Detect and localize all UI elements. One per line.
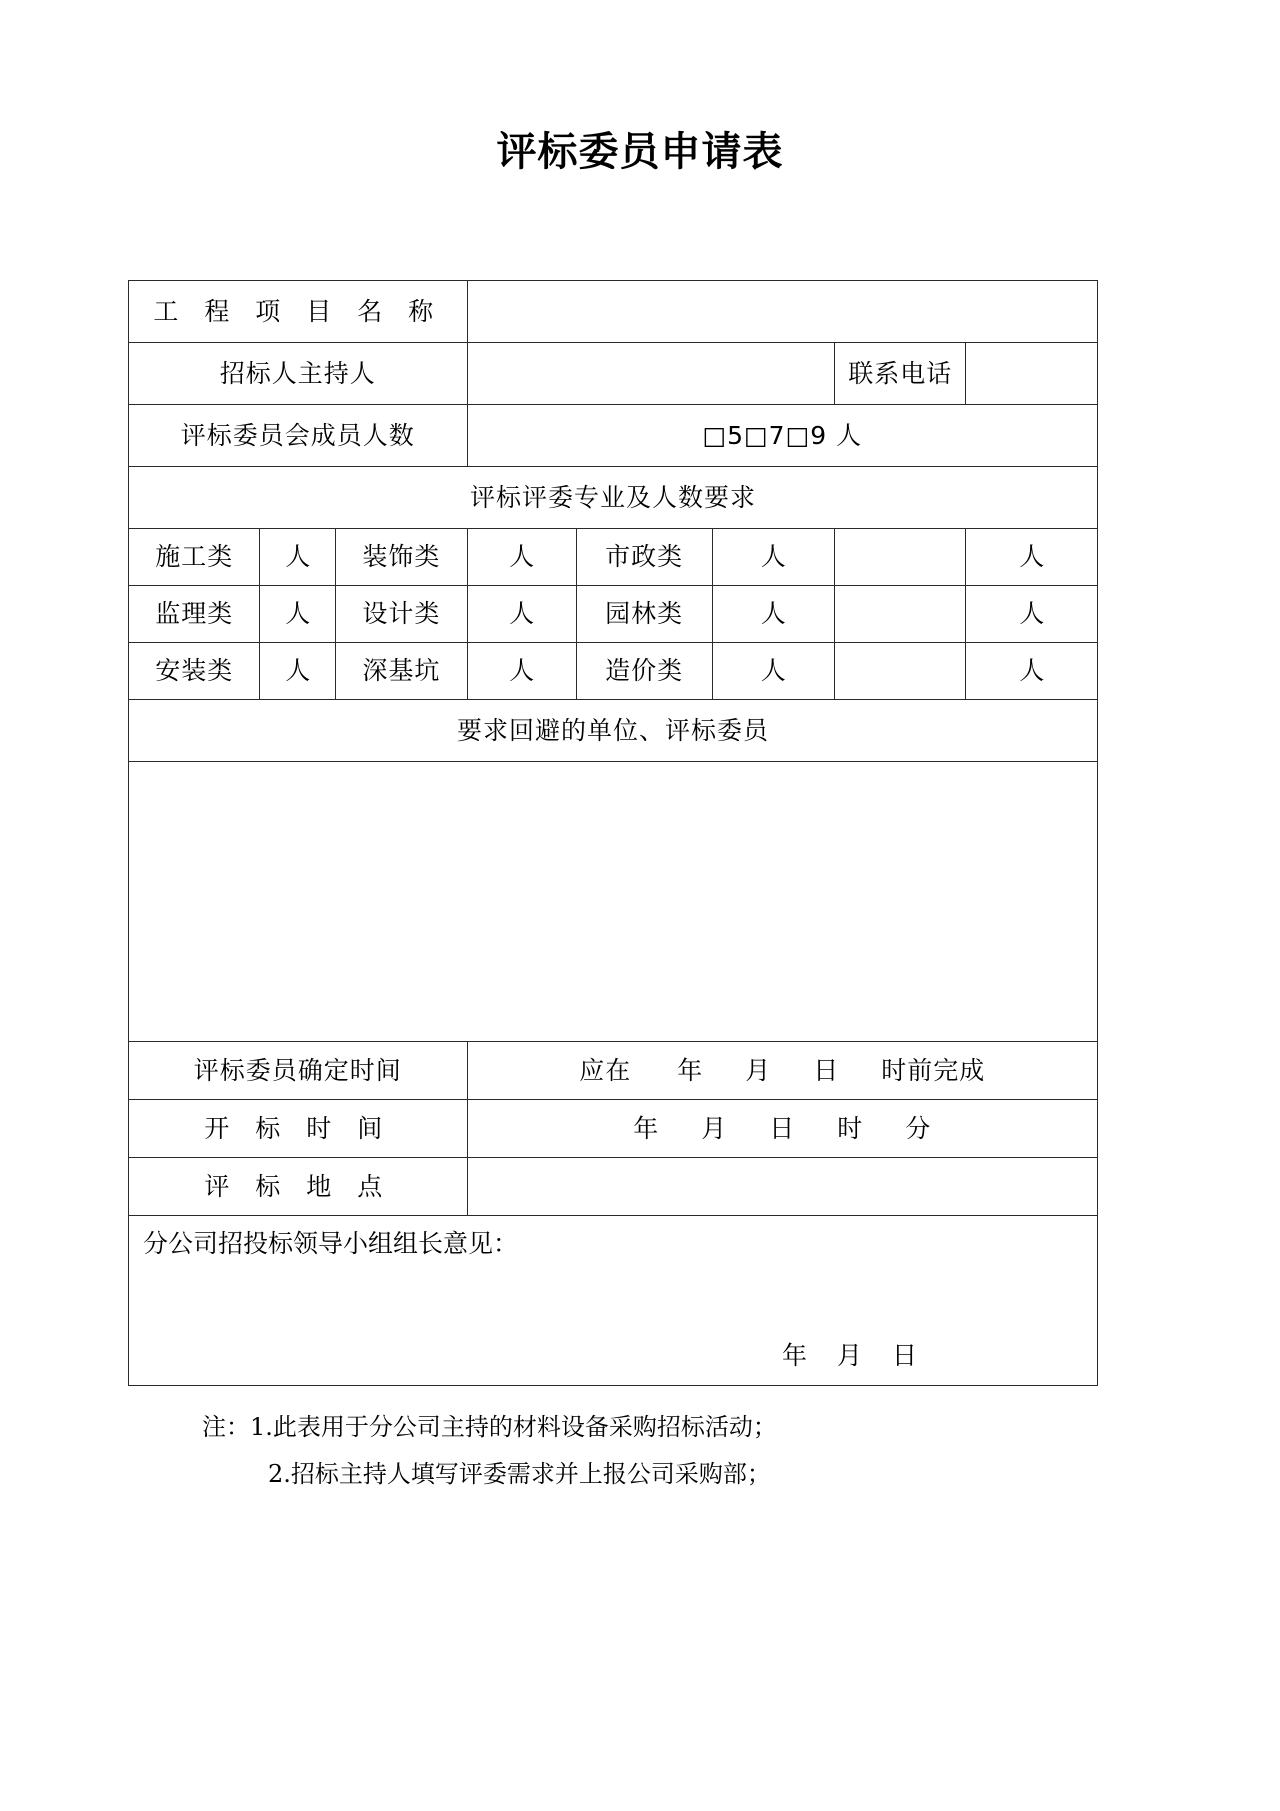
open-bid-value[interactable] <box>467 1100 1097 1158</box>
note-line <box>128 1451 1280 1498</box>
notes-section <box>0 1386 1280 1498</box>
category-unit[interactable]: 人 <box>966 529 1098 586</box>
table-row-open-bid-time <box>129 1100 1098 1158</box>
category-name[interactable] <box>835 529 966 586</box>
category-unit[interactable]: 人 <box>966 643 1098 700</box>
opinion-label: 分公司招投标领导小组组长意见： <box>143 1229 519 1258</box>
category-unit[interactable]: 人 <box>712 529 835 586</box>
table-row-expertise-header <box>129 467 1098 529</box>
category-name: 监理类 <box>129 586 260 643</box>
open-bid-label: 开 标 时 间 <box>129 1100 468 1158</box>
determine-time-month: 月 <box>745 1055 772 1085</box>
category-name: 设计类 <box>336 586 467 643</box>
phone-label: 联系电话 <box>835 343 966 405</box>
category-name: 市政类 <box>576 529 712 586</box>
category-unit[interactable]: 人 <box>467 586 576 643</box>
open-bid-day: 日 <box>769 1113 796 1143</box>
note-item: 2.招标主持人填写评委需求并上报公司采购部； <box>268 1459 771 1488</box>
category-name[interactable] <box>835 586 966 643</box>
open-bid-month: 月 <box>701 1113 728 1143</box>
determine-time-prefix: 应在 <box>579 1055 632 1085</box>
open-bid-minute: 分 <box>905 1113 932 1143</box>
category-name: 造价类 <box>576 643 712 700</box>
notes-prefix: 注： <box>202 1413 250 1441</box>
category-unit[interactable]: 人 <box>467 643 576 700</box>
expertise-header: 评标评委专业及人数要求 <box>129 467 1098 529</box>
determine-time-year: 年 <box>677 1055 704 1085</box>
category-name: 装饰类 <box>336 529 467 586</box>
table-row <box>129 529 1098 586</box>
open-bid-hour: 时 <box>837 1113 864 1143</box>
table-row-project-name <box>129 281 1098 343</box>
place-label: 评 标 地 点 <box>129 1158 468 1216</box>
table-row <box>129 586 1098 643</box>
note-item: 1.此表用于分公司主持的材料设备采购招标活动； <box>250 1413 777 1441</box>
category-unit[interactable]: 人 <box>260 643 336 700</box>
place-value[interactable] <box>467 1158 1097 1216</box>
member-count-value[interactable]: □5□7□9 人 <box>467 405 1097 467</box>
opinion-area[interactable] <box>129 1216 1098 1386</box>
table-row <box>129 643 1098 700</box>
table-row-opinion <box>129 1216 1098 1386</box>
table-row-determine-time <box>129 1042 1098 1100</box>
category-name: 施工类 <box>129 529 260 586</box>
category-name[interactable] <box>835 643 966 700</box>
member-count-label: 评标委员会成员人数 <box>129 405 468 467</box>
determine-time-suffix: 时前完成 <box>881 1055 986 1085</box>
project-name-value[interactable] <box>467 281 1097 343</box>
avoidance-value[interactable] <box>129 762 1098 1042</box>
category-name: 深基坑 <box>336 643 467 700</box>
bid-evaluation-application-form <box>128 280 1098 1386</box>
opinion-date-month: 月 <box>836 1340 862 1370</box>
opinion-date <box>782 1340 917 1371</box>
project-name-label: 工 程 项 目 名 称 <box>129 281 468 343</box>
table-row-host <box>129 343 1098 405</box>
table-row-member-count <box>129 405 1098 467</box>
page-title: 评标委员申请表 <box>496 129 784 175</box>
category-unit[interactable]: 人 <box>966 586 1098 643</box>
opinion-date-year: 年 <box>781 1340 807 1370</box>
form-table-container <box>0 280 1280 1386</box>
category-unit[interactable]: 人 <box>260 586 336 643</box>
open-bid-year: 年 <box>633 1113 660 1143</box>
host-label: 招标人主持人 <box>129 343 468 405</box>
table-row-avoidance-body <box>129 762 1098 1042</box>
opinion-date-day: 日 <box>891 1340 917 1370</box>
category-unit[interactable]: 人 <box>260 529 336 586</box>
category-unit[interactable]: 人 <box>712 586 835 643</box>
determine-time-label: 评标委员确定时间 <box>129 1042 468 1100</box>
host-value[interactable] <box>467 343 835 405</box>
avoidance-header: 要求回避的单位、评标委员 <box>129 700 1098 762</box>
determine-time-value[interactable] <box>467 1042 1097 1100</box>
note-line <box>128 1404 1280 1451</box>
category-name: 安装类 <box>129 643 260 700</box>
table-row-place <box>129 1158 1098 1216</box>
determine-time-day: 日 <box>813 1055 840 1085</box>
table-row-avoidance-header <box>129 700 1098 762</box>
category-name: 园林类 <box>576 586 712 643</box>
phone-value[interactable] <box>966 343 1098 405</box>
category-unit[interactable]: 人 <box>712 643 835 700</box>
category-unit[interactable]: 人 <box>467 529 576 586</box>
